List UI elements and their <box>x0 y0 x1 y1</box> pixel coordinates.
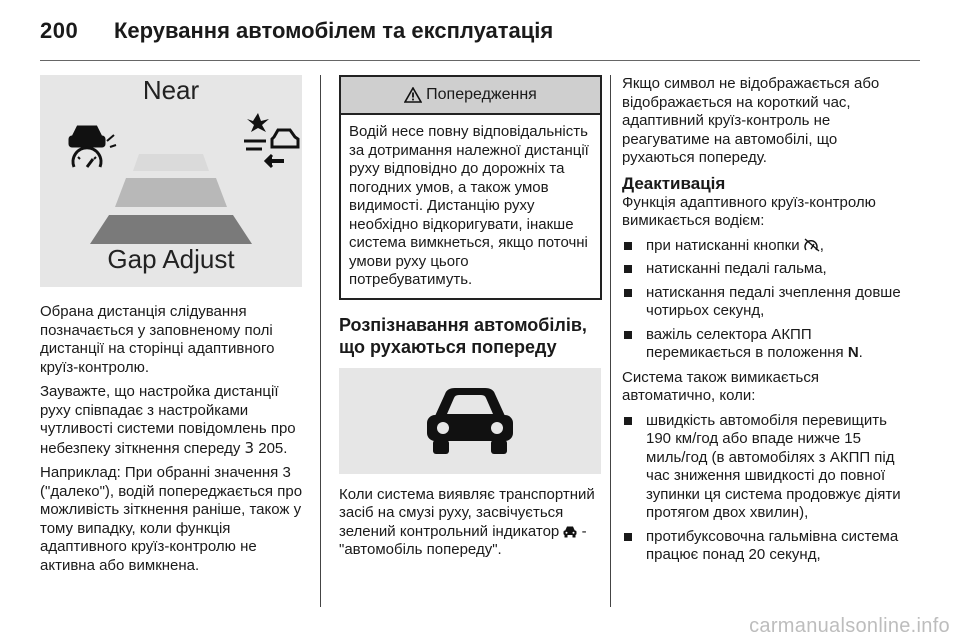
warning-box <box>339 75 602 300</box>
paragraph-auto-deactivation: Система також вимикається автоматично, коли: <box>622 368 819 404</box>
column-left <box>40 75 305 581</box>
speedometer-car-icon <box>70 127 116 167</box>
list-item: при натисканні кнопки , <box>622 237 904 256</box>
gap-bar-medium <box>115 178 227 207</box>
list-item: натискання педалі зчеплення довше чотирьох секунд, <box>622 284 904 321</box>
driver-deactivation-list <box>622 237 904 363</box>
page-title: Керування автомобілем та експлуатація <box>114 18 554 43</box>
paragraph-sensitivity-text: Зауважте, що настройка дистанції руху співпадає з настройками чутливості системи повідомлень про небезпеку зіткнення спереду <box>40 383 296 457</box>
auto-deactivation-list <box>622 412 904 565</box>
list-item: важіль селектора АКПП перемикається в положення N. <box>622 326 904 363</box>
cruise-cancel-button-icon <box>804 238 820 252</box>
figure-near-label: Near <box>142 75 200 105</box>
vehicle-ahead-indicator-icon <box>563 525 577 538</box>
column-divider-2 <box>610 75 611 607</box>
car-ahead-alert-icon <box>244 113 298 167</box>
page-reference-link[interactable] <box>245 440 288 457</box>
header-divider <box>40 60 920 61</box>
vehicle-ahead-figure <box>339 368 601 474</box>
paragraph-symbol-not-shown: Якщо символ не відображається або відображається на короткий час, адаптивний круїз-контроль не реагуватиме на автомобілі, що рухаються попереду. <box>622 75 880 166</box>
paragraph-vehicle-detected-end: - "автомобіль попереду". <box>339 522 587 558</box>
vehicle-ahead-icon <box>339 368 601 474</box>
warning-title: Попередження <box>426 85 537 103</box>
gap-adjust-figure <box>40 75 302 287</box>
figure-gap-adjust-label: Gap Adjust <box>107 244 235 274</box>
list-item: швидкість автомобіля перевищить 190 км/год або впаде нижче 15 миль/год (в автомобілях з АКПП під час зниження швидкості до повної зупинки ця система продовжує діяти протягом двох хвилин), <box>622 412 904 523</box>
paragraph-vehicle-detected-text: Коли система виявляє транспортний засіб на смузі руху, засвічується зелений контрольний індикатор <box>339 485 595 540</box>
page-number: 200 <box>40 18 79 43</box>
column-right <box>622 75 904 571</box>
page-header <box>40 14 920 54</box>
warning-body: Водій несе повну відповідальність за дотримання належної дистанції руху відповідно до дорожніх та погодних умов, а також умов видимості. Дистанцію руху необхідно відкоригувати, інакше система вимкнеться, якщо поточні умови руху цього потребуватимуть. <box>349 123 589 288</box>
list-item: натисканні педалі гальма, <box>622 260 904 279</box>
paragraph-sensitivity-note <box>40 383 305 458</box>
gap-bar-near <box>133 154 209 171</box>
column-divider-1 <box>320 75 321 607</box>
section-heading-deactivation: Деактивація <box>622 173 726 193</box>
gap-bar-far <box>90 215 252 244</box>
reference-page-number: 205. <box>258 439 288 457</box>
paragraph-example: Наприклад: При обранні значення 3 ("далеко"), водій попереджається про можливість зіткнення раніше, також у тому випадку, коли функція адаптивного круїз-контролю не активна або вимкнена. <box>40 464 303 574</box>
paragraph-distance-display: Обрана дистанція слідування позначається у заповненому полі дистанції на сторінці адаптивного круїз-контролю. <box>40 303 275 376</box>
column-middle <box>339 75 602 566</box>
watermark: carmanualsonline.info <box>749 615 950 637</box>
warning-header <box>341 77 600 115</box>
section-heading-vehicle-detection: Розпізнавання автомобілів, що рухаються попереду <box>339 314 587 357</box>
warning-triangle-icon <box>404 87 422 103</box>
reference-arrow-icon: 3 <box>244 438 255 457</box>
paragraph-driver-deactivation: Функція адаптивного круїз-контролю вимикається водієм: <box>622 193 876 229</box>
paragraph-vehicle-detected <box>339 486 602 560</box>
list-item: протибуксовочна гальмівна система працює понад 20 секунд, <box>622 528 904 565</box>
